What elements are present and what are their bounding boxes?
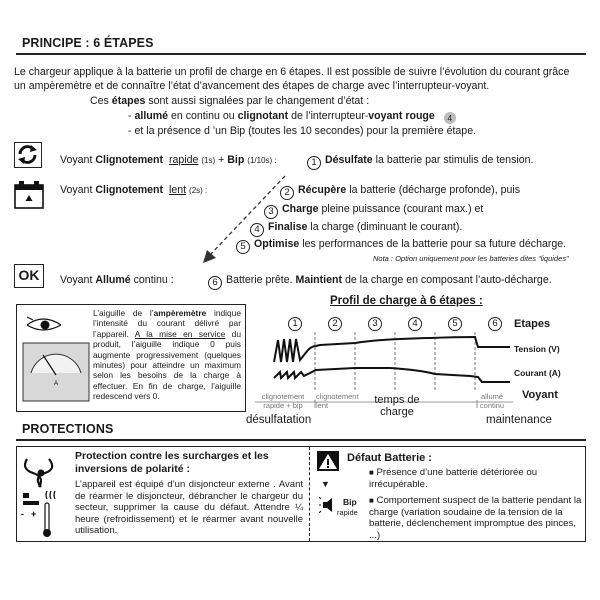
tension-label: Tension (V) xyxy=(514,344,560,354)
step-6: 6 Batterie prête. Maintient de la charge en composant l’auto-décharge. xyxy=(208,273,552,290)
step-1: 1 Désulfate la batterie par stimulis de tension. xyxy=(307,153,533,170)
profile-step-4: 4 xyxy=(408,316,426,331)
dashed-arrow xyxy=(195,170,295,270)
intro-line-1: Le chargeur applique à la batterie un profil de charge en 6 étapes. Il est possible de suivre l’évolution du courant grâce xyxy=(14,66,570,78)
svg-text:-: - xyxy=(21,509,24,519)
clig-lent-label: clignotement lent xyxy=(316,392,359,410)
etapes-line: Ces étapes sont aussi signalées par le changement d’état : xyxy=(90,95,370,107)
ok-icon: OK xyxy=(14,264,44,288)
battery-icon xyxy=(14,180,44,210)
section-title-principe: PRINCIPE : 6 ÉTAPES xyxy=(22,36,154,50)
etapes-label: Etapes xyxy=(514,318,551,330)
divider xyxy=(16,439,586,441)
protection-text: L’appareil est équipé d’un disjoncteur externe . Avant de réarmer le disjoncteur, débrancher le chargeur du secteur, supprimer la cause du défaut. Attendre ¼ heure (refroidissement) et le réarmer avant nouvelle utilisation. xyxy=(75,479,303,536)
bullet-voyant: - allumé en continu ou clignotant de l’interrupteur-voyant rouge 4 xyxy=(128,110,460,124)
step-2: 2 Récupère la batterie (décharge profonde), puis xyxy=(280,183,520,200)
fuse-polarity-icon xyxy=(19,451,63,537)
ammeter-gauge-icon xyxy=(21,311,91,405)
maintenance-label: maintenance xyxy=(486,414,552,426)
intro-paragraph xyxy=(14,66,594,93)
profile-title: Profil de charge à 6 étapes : xyxy=(330,295,483,307)
profile-step-5: 5 xyxy=(448,316,466,331)
courant-label: Courant (A) xyxy=(514,368,561,378)
gauge-unit: A xyxy=(54,381,59,387)
profile-step-1: 1 xyxy=(288,316,306,331)
voyant-allume-line: Voyant Allumé continu : xyxy=(60,274,174,286)
voyant-rapide-line: Voyant Clignotement rapide (1s) + Bip (1/10s) : xyxy=(60,154,277,166)
nota: Nota : Option uniquement pour les batteries dites “liquides” xyxy=(373,254,569,263)
defaut-title: Défaut Batterie : xyxy=(347,452,432,464)
warning-icon xyxy=(317,451,339,471)
allume-label: allumé continu xyxy=(479,392,505,410)
protections-box xyxy=(16,446,586,542)
voyant-label: Voyant xyxy=(522,389,558,401)
bip-label: Bip xyxy=(343,497,357,507)
section-title-protections: PROTECTIONS xyxy=(22,422,114,436)
divider xyxy=(16,53,586,55)
rapide-label: rapide xyxy=(337,508,358,517)
defaut-bullet-2: ■ Comportement suspect de la batterie pendant la charge (variation soudaine de la tension de la batterie, déclenchement impromptue des pinces, ...) xyxy=(369,495,582,541)
defaut-bullet-1: ■ Présence d’une batterie détériorée ou irrécupérable. xyxy=(369,467,538,490)
profile-step-3: 3 xyxy=(368,316,386,331)
ampere-text: L’aiguille de l’ampèremètre indique l’intensité du courant délivré par l’appareil. A la mise en service du produit, l’aiguille indique 0 puis augmente progressivement (quelques minutes) pour atteindre un maximum selon les besoins de la charge à effectuer. En fin de charge, l’aiguille redescend vers 0. xyxy=(93,308,241,402)
charge-profile-curves xyxy=(260,330,515,392)
refresh-icon xyxy=(14,142,42,168)
ref-number-4: 4 xyxy=(444,112,456,124)
svg-text:+: + xyxy=(31,509,37,519)
profile-step-6: 6 xyxy=(488,316,506,331)
step-3: 3 Charge pleine puissance (courant max.) et xyxy=(264,202,483,219)
protection-title: Protection contre les surcharges et les inversions de polarité : xyxy=(75,450,269,475)
protections-divider xyxy=(309,447,310,541)
bullet-bip: - et la présence d ’un Bip (toutes les 10 secondes) pour la première étape. xyxy=(128,125,477,137)
voyant-lent-line: Voyant Clignotement lent (2s) : xyxy=(60,184,208,196)
step-5: 5 Optimise les performances de la batterie pour sa future décharge. xyxy=(236,237,566,254)
intro-line-2: un ampèremètre et de connaître l’état d’avancement des étapes de charge avec l’interrupteur-voyant. xyxy=(14,79,490,92)
desulfatation-label: désulfatation xyxy=(246,414,312,426)
step-4: 4 Finalise la charge (diminuant le courant). xyxy=(250,220,462,237)
chevron-down-icon: ▼ xyxy=(321,479,330,489)
ampere-box xyxy=(16,304,246,412)
clig-rapide-label: clignotement rapide + bip xyxy=(261,392,305,410)
profile-step-2: 2 xyxy=(328,316,346,331)
temps-charge-label: temps de charge xyxy=(374,394,420,418)
